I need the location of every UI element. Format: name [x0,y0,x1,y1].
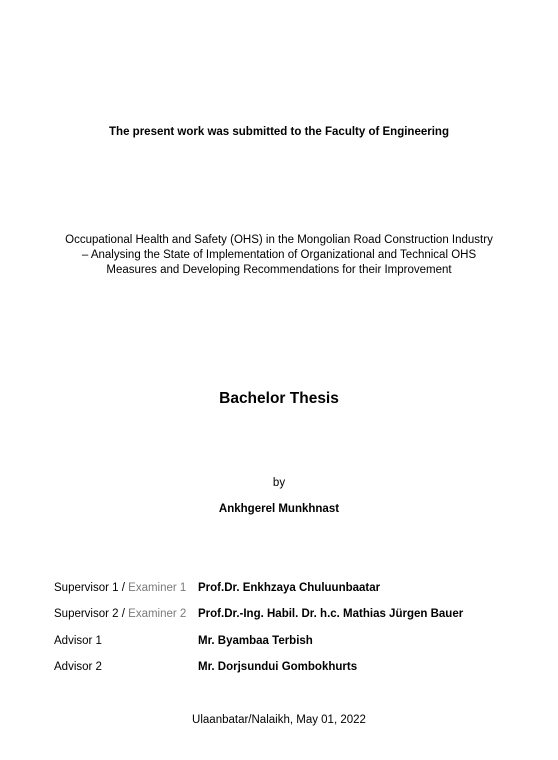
supervision-list [54,582,534,687]
supervisor-1-row [54,582,534,608]
role-title: Advisor 2 [54,660,102,673]
examiner-label: Examiner 1 [128,582,187,594]
role-label [54,661,102,673]
role-label [54,582,186,594]
advisor-1-name: Mr. Byambaa Terbish [198,634,313,647]
submission-note: The present work was submitted to the Faculty of Engineering [109,126,449,138]
role-label [54,608,186,620]
thesis-type-heading: Bachelor Thesis [219,390,339,407]
supervisor-1-name: Prof.Dr. Enkhzaya Chuluunbaatar [198,582,381,594]
thesis-title-line-3: Measures and Developing Recommendations for their Improvement [106,264,452,276]
role-title: Advisor 1 [54,634,102,647]
examiner-label: Examiner 2 [128,608,187,621]
advisor-2-name: Mr. Dorjsundui Gombokhurts [198,660,358,673]
advisor-2-row [54,661,534,687]
thesis-title-line-1: Occupational Health and Safety (OHS) in the Mongolian Road Construction Industry [65,234,493,246]
supervisor-2-row [54,608,534,634]
advisor-1-row [54,635,534,661]
author-name: Ankhgerel Munkhnast [218,503,340,515]
role-label [54,635,102,647]
supervisor-2-name: Prof.Dr.-Ing. Habil. Dr. h.c. Mathias Jürgen Bauer [198,608,464,621]
thesis-title [0,233,558,278]
role-title: Supervisor 2 / [54,608,129,621]
thesis-title-line-2: – Analysing the State of Implementation of Organizational and Technical OHS [81,249,477,261]
role-title: Supervisor 1 / [54,582,129,594]
by-label: by [272,477,286,489]
place-and-date: Ulaanbatar/Nalaikh, May 01, 2022 [192,714,366,726]
